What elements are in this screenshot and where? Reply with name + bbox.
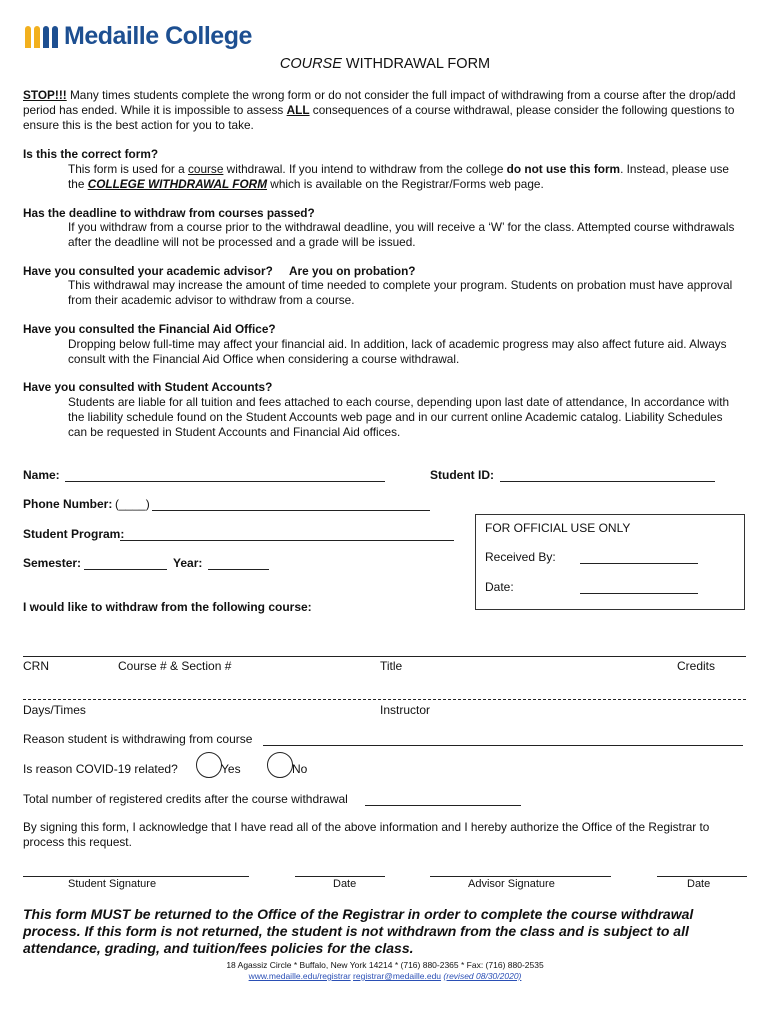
- student-program-label: Student Program:: [23, 527, 125, 541]
- name-label: Name:: [23, 468, 60, 482]
- withdraw-course-label: I would like to withdraw from the following course:: [23, 600, 312, 614]
- reason-field[interactable]: [263, 745, 743, 746]
- question-probation: Are you on probation?: [289, 264, 416, 278]
- revised-date: (revised 08/30/2020): [443, 971, 522, 981]
- year-label: Year:: [173, 556, 203, 570]
- covid-no-radio[interactable]: [267, 752, 293, 778]
- answer-deadline: If you withdraw from a course prior to the withdrawal deadline, you will receive a ‘W’ for the class. Attempted course withdrawals after the deadline will not be processed and a grade will be issued.: [68, 220, 735, 249]
- reason-label: Reason student is withdrawing from course: [23, 732, 253, 746]
- return-notice: This form MUST be returned to the Office of the Registrar in order to complete the course withdrawal process. If this form is not returned, the student is not withdrawn from the class and is subject to all attendance, grading, and tuition/fees policies for the class.: [23, 906, 694, 956]
- credits-label: Credits: [677, 659, 716, 673]
- stop-label: STOP!!!: [23, 88, 67, 102]
- answer-correct-form: This form is used for a course withdrawal. If you intend to withdraw from the college do not use this form. Instead, please use the COLLEGE WITHDRAWAL FORM which is available on the Registrar/Forms web page.: [68, 162, 729, 191]
- title-label: Title: [380, 659, 403, 673]
- total-credits-label: Total number of registered credits after the course withdrawal: [23, 792, 348, 806]
- student-date-label: Date: [333, 878, 357, 890]
- question-deadline: Has the deadline to withdraw from courses passed?: [23, 206, 315, 220]
- official-date-field[interactable]: [580, 593, 698, 594]
- form-title: COURSE WITHDRAWAL FORM: [279, 56, 491, 72]
- question-student-accounts: Have you consulted with Student Accounts?: [23, 380, 273, 394]
- advisor-date-label: Date: [687, 878, 711, 890]
- question-financial-aid: Have you consulted the Financial Aid Office?: [23, 322, 276, 336]
- logo-bars-icon: [25, 26, 58, 48]
- instructor-label: Instructor: [380, 703, 431, 717]
- covid-yes-radio[interactable]: [196, 752, 222, 778]
- phone-area-code[interactable]: (____): [115, 497, 150, 511]
- student-id-label: Student ID:: [430, 468, 494, 482]
- student-id-field[interactable]: [500, 481, 715, 482]
- question-advisor: Have you consulted your academic advisor?: [23, 264, 273, 278]
- student-signature-field[interactable]: [23, 876, 249, 877]
- crn-label: CRN: [23, 659, 49, 673]
- advisor-signature-label: Advisor Signature: [468, 878, 555, 890]
- covid-yes-label: Yes: [221, 762, 241, 776]
- student-program-field[interactable]: [120, 540, 454, 541]
- answer-financial-aid: Dropping below full-time may affect your financial aid. In addition, lack of academic progress may also affect future aid. Always consult with the Financial Aid Office when considering a course withdrawal.: [68, 337, 727, 366]
- received-by-field[interactable]: [580, 563, 698, 564]
- total-credits-field[interactable]: [365, 805, 521, 806]
- year-field[interactable]: [208, 569, 269, 570]
- question-correct-form: Is this the correct form?: [23, 147, 159, 161]
- student-date-field[interactable]: [295, 876, 385, 877]
- student-signature-label: Student Signature: [68, 878, 157, 890]
- advisor-date-field[interactable]: [657, 876, 747, 877]
- received-by-label: Received By:: [485, 550, 556, 564]
- answer-student-accounts: Students are liable for all tuition and fees attached to each course, depending upon last date of attendance, In accordance with the liability schedule found on the Student Accounts web page and in our current online Academic catalog. Liability Schedules can be requested in Student Accounts and Financial Aid offices.: [68, 395, 730, 439]
- college-logo: [25, 22, 252, 51]
- official-use-box: [475, 514, 745, 610]
- phone-label: Phone Number:: [23, 497, 113, 511]
- address: 18 Agassiz Circle * Buffalo, New York 14214 * (716) 880-2365 * Fax: (716) 880-2535: [226, 960, 544, 970]
- registrar-web-link[interactable]: www.medaille.edu/registrar: [248, 971, 351, 981]
- course-section-label: Course # & Section #: [118, 659, 232, 673]
- footer-links: [0, 971, 770, 981]
- college-withdrawal-form-link[interactable]: COLLEGE WITHDRAWAL FORM: [87, 177, 268, 191]
- registrar-email-link[interactable]: registrar@medaille.edu: [353, 971, 442, 981]
- days-times-label: Days/Times: [23, 703, 86, 717]
- covid-no-label: No: [292, 762, 308, 776]
- phone-field[interactable]: [152, 510, 430, 511]
- acknowledgement: By signing this form, I acknowledge that I have read all of the above information and I hereby authorize the Office of the Registrar to process this request.: [23, 820, 710, 849]
- semester-field[interactable]: [84, 569, 167, 570]
- course-row-line[interactable]: [23, 656, 746, 657]
- answer-advisor: This withdrawal may increase the amount of time needed to complete your program. Students on probation must have approval from their academic advisor to withdraw from a course.: [68, 278, 733, 307]
- covid-label: Is reason COVID-19 related?: [23, 762, 178, 776]
- official-use-title: FOR OFFICIAL USE ONLY: [485, 521, 631, 535]
- logo-text: Medaille College: [64, 22, 252, 50]
- name-field[interactable]: [65, 481, 385, 482]
- semester-label: Semester:: [23, 556, 82, 570]
- days-times-line[interactable]: [23, 699, 746, 700]
- advisor-signature-field[interactable]: [430, 876, 611, 877]
- intro-paragraph: STOP!!! Many times students complete the wrong form or do not consider the full impact of withdrawing from a course after the drop/add period has ended. While it is impossible to assess ALL consequences of a course withdrawal, please consider the following questions to ensure this is the best action for you to take.: [23, 88, 736, 132]
- official-date-label: Date:: [485, 580, 514, 594]
